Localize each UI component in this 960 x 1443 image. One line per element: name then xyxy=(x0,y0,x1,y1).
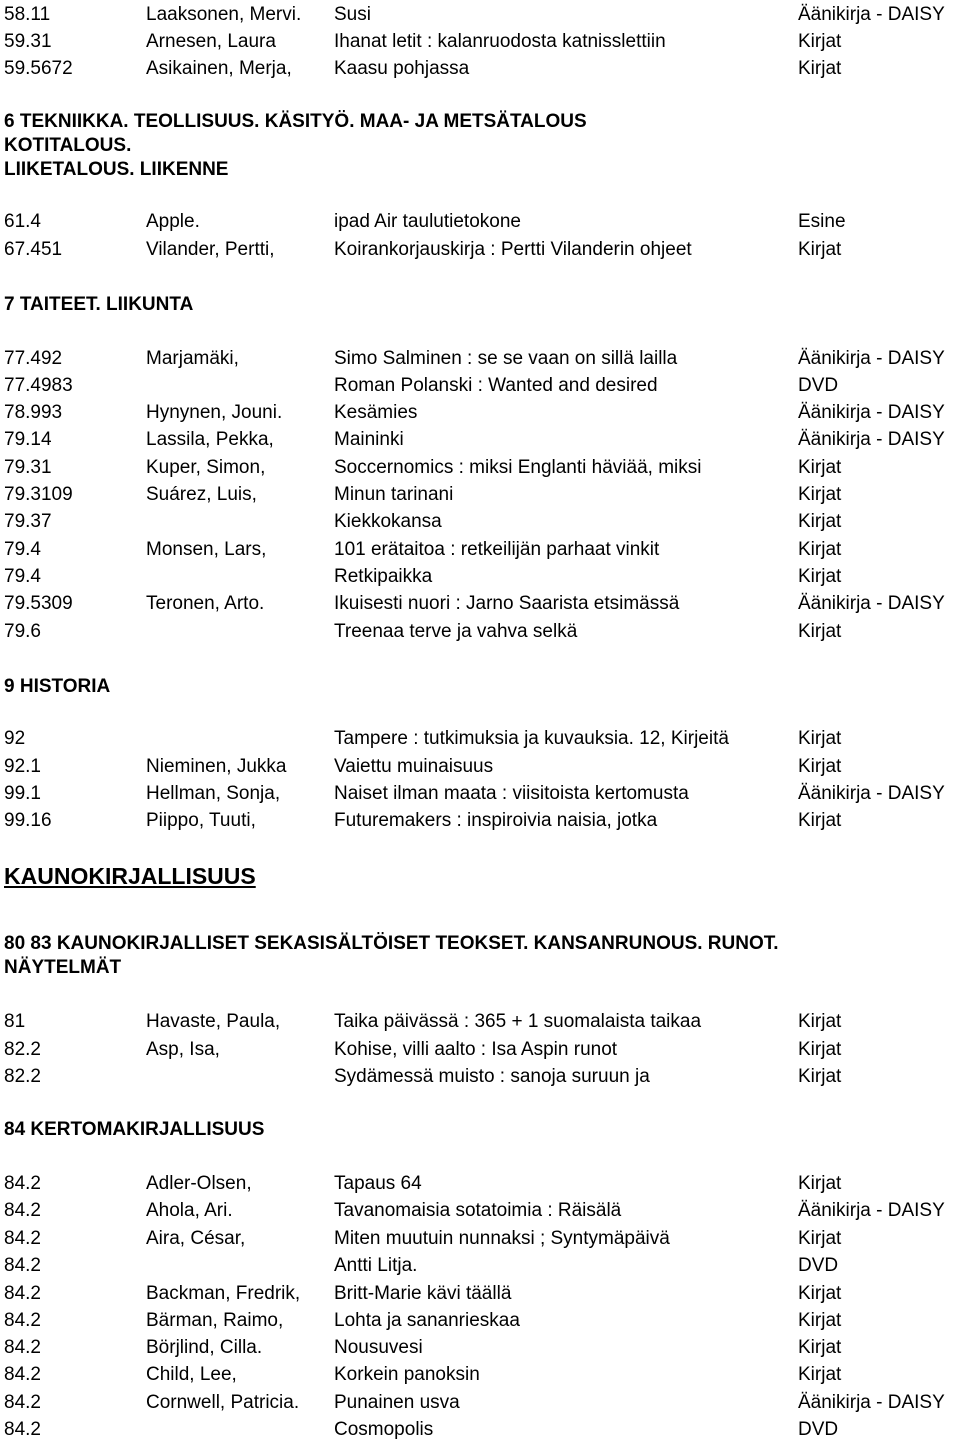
catalog-author: Laaksonen, Mervi. xyxy=(146,4,302,25)
catalog-row xyxy=(0,2,960,28)
catalog-class: 82.2 xyxy=(4,1066,41,1087)
catalog-author: Cornwell, Patricia. xyxy=(146,1392,300,1413)
catalog-format: Äänikirja - DAISY xyxy=(798,429,945,450)
catalog-author: Backman, Fredrik, xyxy=(146,1283,301,1304)
catalog-class: 67.451 xyxy=(4,239,63,260)
catalog-row xyxy=(0,726,960,752)
catalog-title: Vaiettu muinaisuus xyxy=(334,756,494,777)
catalog-format: Kirjat xyxy=(798,484,842,505)
catalog-format: Kirjat xyxy=(798,621,842,642)
catalog-format: Kirjat xyxy=(798,1228,842,1249)
catalog-row xyxy=(0,781,960,807)
catalog-row xyxy=(0,1417,960,1443)
catalog-title: Miten muutuin nunnaksi ; Syntymäpäivä xyxy=(334,1228,670,1249)
section-heading-line: 84 KERTOMAKIRJALLISUUS xyxy=(4,1119,265,1140)
catalog-class: 81 xyxy=(4,1011,26,1032)
section-heading xyxy=(4,932,960,980)
catalog-format: Kirjat xyxy=(798,239,842,260)
catalog-row xyxy=(0,1335,960,1361)
catalog-format: Äänikirja - DAISY xyxy=(798,348,945,369)
catalog-author: Hynynen, Jouni. xyxy=(146,402,283,423)
catalog-author: Lassila, Pekka, xyxy=(146,429,274,450)
catalog-row xyxy=(0,56,960,82)
catalog-class: 84.2 xyxy=(4,1228,41,1249)
catalog-format: Kirjat xyxy=(798,756,842,777)
section-heading-line: KOTITALOUS. xyxy=(4,135,132,156)
catalog-format: Kirjat xyxy=(798,1283,842,1304)
catalog-class: 79.5309 xyxy=(4,593,73,614)
catalog-row xyxy=(0,237,960,263)
catalog-title: Punainen usva xyxy=(334,1392,460,1413)
catalog-title: Antti Litja. xyxy=(334,1255,418,1276)
catalog-format: Kirjat xyxy=(798,1310,842,1331)
catalog-title: Susi xyxy=(334,4,371,25)
catalog-class: 79.14 xyxy=(4,429,52,450)
catalog-row xyxy=(0,1064,960,1090)
section-heading-line: 80 83 KAUNOKIRJALLISET SEKASISÄLTÖISET TEOKSET. KANSANRUNOUS. RUNOT. xyxy=(4,933,779,954)
catalog-author: Börjlind, Cilla. xyxy=(146,1337,263,1358)
catalog-class: 84.2 xyxy=(4,1200,41,1221)
catalog-row xyxy=(0,1171,960,1197)
catalog-title: Ikuisesti nuori : Jarno Saarista etsimässä xyxy=(334,593,680,614)
section-heading-line: 6 TEKNIIKKA. TEOLLISUUS. KÄSITYÖ. MAA- JA METSÄTALOUS xyxy=(4,111,587,132)
catalog-title: Korkein panoksin xyxy=(334,1364,480,1385)
catalog-format: Kirjat xyxy=(798,511,842,532)
catalog-format: Kirjat xyxy=(798,728,842,749)
section-heading-line: 9 HISTORIA xyxy=(4,676,111,697)
catalog-author: Piippo, Tuuti, xyxy=(146,810,256,831)
section-heading-line: 7 TAITEET. LIIKUNTA xyxy=(4,294,194,315)
catalog-title: Kaasu pohjassa xyxy=(334,58,470,79)
catalog-author: Havaste, Paula, xyxy=(146,1011,281,1032)
catalog-class: 99.16 xyxy=(4,810,52,831)
catalog-row xyxy=(0,591,960,617)
catalog-class: 77.4983 xyxy=(4,375,73,396)
catalog-format: Kirjat xyxy=(798,31,842,52)
catalog-row xyxy=(0,619,960,645)
catalog-title: ipad Air taulutietokone xyxy=(334,211,521,232)
catalog-format: Kirjat xyxy=(798,566,842,587)
catalog-format: Kirjat xyxy=(798,810,842,831)
catalog-class: 84.2 xyxy=(4,1392,41,1413)
catalog-title: Kiekkokansa xyxy=(334,511,442,532)
catalog-class: 84.2 xyxy=(4,1310,41,1331)
catalog-format: Kirjat xyxy=(798,1337,842,1358)
catalog-row xyxy=(0,1253,960,1279)
catalog-format: Äänikirja - DAISY xyxy=(798,4,945,25)
catalog-format: DVD xyxy=(798,375,839,396)
catalog-format: DVD xyxy=(798,1419,839,1440)
catalog-class: 79.6 xyxy=(4,621,41,642)
catalog-row xyxy=(0,346,960,372)
catalog-title: Soccernomics : miksi Englanti häviää, miksi xyxy=(334,457,702,478)
catalog-author: Suárez, Luis, xyxy=(146,484,257,505)
catalog-title: Treenaa terve ja vahva selkä xyxy=(334,621,578,642)
catalog-format: Kirjat xyxy=(798,1364,842,1385)
catalog-class: 79.31 xyxy=(4,457,52,478)
catalog-format: Kirjat xyxy=(798,457,842,478)
catalog-title: 101 erätaitoa : retkeilijän parhaat vinkit xyxy=(334,539,660,560)
catalog-row xyxy=(0,400,960,426)
catalog-row xyxy=(0,564,960,590)
catalog-format: Kirjat xyxy=(798,1066,842,1087)
catalog-author: Arnesen, Laura xyxy=(146,31,276,52)
catalog-format: Kirjat xyxy=(798,1173,842,1194)
catalog-row xyxy=(0,209,960,235)
catalog-format: Kirjat xyxy=(798,539,842,560)
catalog-class: 78.993 xyxy=(4,402,63,423)
catalog-class: 92.1 xyxy=(4,756,41,777)
catalog-format: Äänikirja - DAISY xyxy=(798,1200,945,1221)
catalog-row xyxy=(0,1308,960,1334)
catalog-class: 82.2 xyxy=(4,1039,41,1060)
catalog-row xyxy=(0,482,960,508)
catalog-author: Kuper, Simon, xyxy=(146,457,266,478)
catalog-author: Adler-Olsen, xyxy=(146,1173,252,1194)
catalog-class: 84.2 xyxy=(4,1337,41,1358)
catalog-title: Kohise, villi aalto : Isa Aspin runot xyxy=(334,1039,618,1060)
catalog-class: 59.31 xyxy=(4,31,52,52)
section-heading-line: KAUNOKIRJALLISUUS xyxy=(4,863,256,889)
catalog-author: Monsen, Lars, xyxy=(146,539,267,560)
catalog-author: Ahola, Ari. xyxy=(146,1200,233,1221)
catalog-format: Kirjat xyxy=(798,1039,842,1060)
catalog-title: Naiset ilman maata : viisitoista kertomusta xyxy=(334,783,689,804)
catalog-row xyxy=(0,427,960,453)
catalog-title: Sydämessä muisto : sanoja suruun ja xyxy=(334,1066,650,1087)
catalog-class: 79.4 xyxy=(4,539,41,560)
catalog-title: Nousuvesi xyxy=(334,1337,423,1358)
catalog-author: Child, Lee, xyxy=(146,1364,237,1385)
section-heading xyxy=(4,675,960,699)
catalog-title: Cosmopolis xyxy=(334,1419,434,1440)
catalog-title: Minun tarinani xyxy=(334,484,454,505)
catalog-format: Äänikirja - DAISY xyxy=(798,1392,945,1413)
catalog-row xyxy=(0,509,960,535)
catalog-author: Nieminen, Jukka xyxy=(146,756,287,777)
catalog-title: Britt-Marie kävi täällä xyxy=(334,1283,512,1304)
catalog-author: Asp, Isa, xyxy=(146,1039,220,1060)
catalog-row xyxy=(0,808,960,834)
catalog-class: 99.1 xyxy=(4,783,41,804)
catalog-format: Kirjat xyxy=(798,58,842,79)
catalog-title: Maininki xyxy=(334,429,404,450)
catalog-class: 77.492 xyxy=(4,348,63,369)
catalog-row xyxy=(0,1226,960,1252)
catalog-author: Vilander, Pertti, xyxy=(146,239,275,260)
section-heading xyxy=(4,293,960,317)
catalog-class: 92 xyxy=(4,728,26,749)
section-heading xyxy=(4,1118,960,1142)
catalog-format: DVD xyxy=(798,1255,839,1276)
section-heading-line: LIIKETALOUS. LIIKENNE xyxy=(4,159,229,180)
catalog-author: Teronen, Arto. xyxy=(146,593,265,614)
catalog-row xyxy=(0,1037,960,1063)
catalog-author: Aira, César, xyxy=(146,1228,246,1249)
catalog-class: 79.37 xyxy=(4,511,52,532)
catalog-title: Taika päivässä : 365 + 1 suomalaista taikaa xyxy=(334,1011,702,1032)
catalog-class: 79.3109 xyxy=(4,484,73,505)
catalog-format: Äänikirja - DAISY xyxy=(798,593,945,614)
catalog-format: Kirjat xyxy=(798,1011,842,1032)
catalog-row xyxy=(0,373,960,399)
catalog-class: 84.2 xyxy=(4,1419,41,1440)
catalog-class: 61.4 xyxy=(4,211,41,232)
catalog-row xyxy=(0,455,960,481)
catalog-class: 58.11 xyxy=(4,4,51,25)
section-heading-line: NÄYTELMÄT xyxy=(4,957,122,978)
catalog-format: Esine xyxy=(798,211,846,232)
catalog-row xyxy=(0,1198,960,1224)
section-heading xyxy=(4,862,960,890)
catalog-row xyxy=(0,754,960,780)
catalog-row xyxy=(0,1390,960,1416)
catalog-title: Roman Polanski : Wanted and desired xyxy=(334,375,658,396)
catalog-class: 84.2 xyxy=(4,1255,41,1276)
catalog-class: 84.2 xyxy=(4,1173,41,1194)
catalog-row xyxy=(0,29,960,55)
catalog-author: Bärman, Raimo, xyxy=(146,1310,284,1331)
catalog-title: Ihanat letit : kalanruodosta katnisslettiin xyxy=(334,31,666,52)
catalog-row xyxy=(0,537,960,563)
catalog-title: Tavanomaisia sotatoimia : Räisälä xyxy=(334,1200,622,1221)
catalog-title: Tampere : tutkimuksia ja kuvauksia. 12, Kirjeitä xyxy=(334,728,729,749)
catalog-class: 59.5672 xyxy=(4,58,73,79)
catalog-title: Kesämies xyxy=(334,402,418,423)
catalog-title: Retkipaikka xyxy=(334,566,433,587)
catalog-class: 84.2 xyxy=(4,1364,41,1385)
catalog-title: Koirankorjauskirja : Pertti Vilanderin ohjeet xyxy=(334,239,692,260)
catalog-format: Äänikirja - DAISY xyxy=(798,783,945,804)
catalog-row xyxy=(0,1009,960,1035)
catalog-title: Tapaus 64 xyxy=(334,1173,422,1194)
catalog-author: Marjamäki, xyxy=(146,348,239,369)
catalog-title: Lohta ja sananrieskaa xyxy=(334,1310,520,1331)
catalog-author: Apple. xyxy=(146,211,200,232)
catalog-row xyxy=(0,1362,960,1388)
catalog-author: Asikainen, Merja, xyxy=(146,58,292,79)
catalog-format: Äänikirja - DAISY xyxy=(798,402,945,423)
catalog-class: 84.2 xyxy=(4,1283,41,1304)
catalog-title: Futuremakers : inspiroivia naisia, jotka xyxy=(334,810,658,831)
catalog-author: Hellman, Sonja, xyxy=(146,783,281,804)
catalog-class: 79.4 xyxy=(4,566,41,587)
section-heading xyxy=(4,110,960,182)
catalog-row xyxy=(0,1281,960,1307)
catalog-title: Simo Salminen : se se vaan on sillä lailla xyxy=(334,348,678,369)
